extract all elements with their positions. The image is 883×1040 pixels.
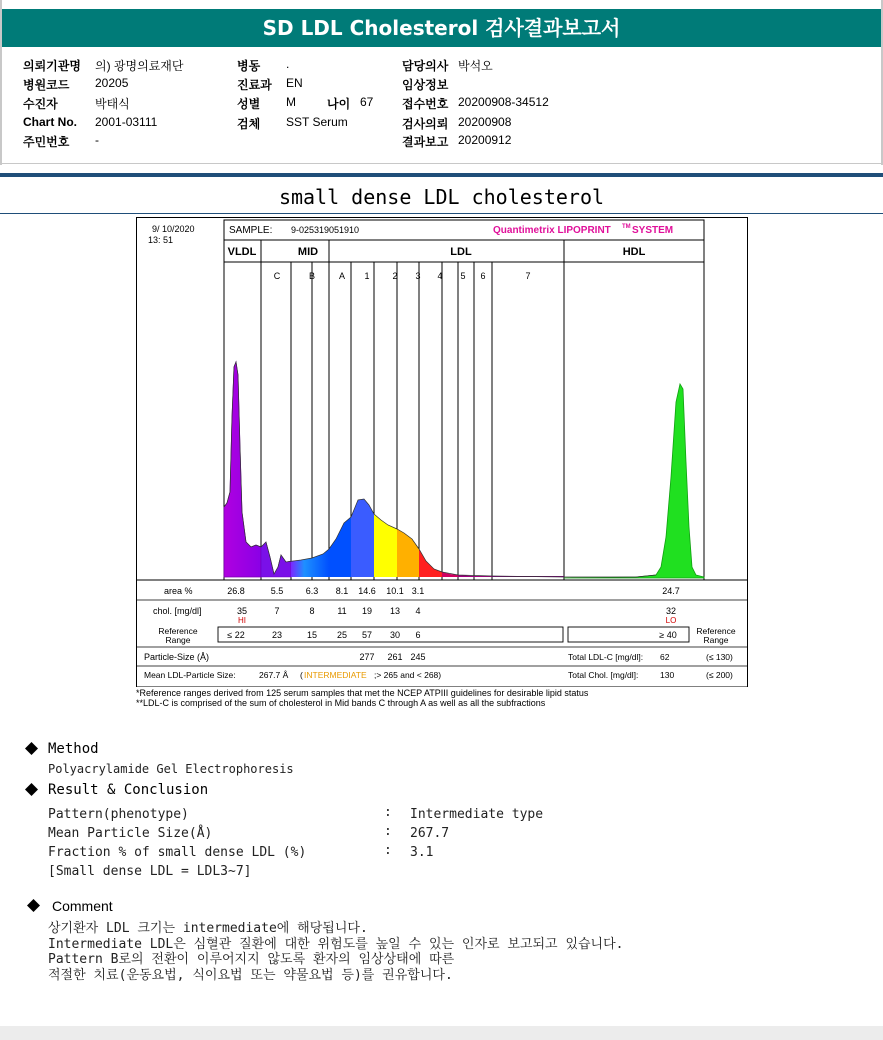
area-2: 10.1 (386, 586, 404, 596)
chol-1: 19 (361, 606, 373, 616)
ref-label-2: Range (165, 635, 191, 645)
ref-hdl: ≥ 40 (659, 630, 677, 640)
report-time: 13: 51 (148, 235, 174, 245)
info-hospital: 의뢰기관명 (23, 59, 81, 73)
ref-label-right-1: Reference (696, 626, 736, 636)
comment-line-1: 상기환자 LDL 크기는 intermediate에 해당됩니다. (48, 921, 368, 936)
page-title: SD LDL Cholesterol 검사결과보고서 (2, 9, 881, 47)
area-a: 8.1 (335, 586, 349, 596)
report-date: 9/ 10/2020 (152, 224, 195, 234)
total-ldl-value: 62 (660, 652, 670, 662)
total-chol-value: 130 (660, 670, 675, 680)
result-note: [Small dense LDL = LDL3~7] (48, 864, 252, 879)
group-vldl: VLDL (227, 246, 257, 258)
chol-hdl: 32 (665, 606, 677, 616)
result-label-size: Mean Particle Size(Å) (48, 826, 213, 841)
particle-label: Particle-Size (Å) (144, 652, 210, 662)
chol-3: 4 (415, 606, 421, 616)
info-patient-value: 박태식 (95, 97, 130, 111)
result-value-pattern: Intermediate type (410, 807, 544, 822)
flag-lo: LO (665, 616, 677, 625)
ref-3: 6 (415, 630, 421, 640)
info-request-label: 검사의뢰 (402, 117, 449, 131)
comment-heading: Comment (52, 898, 113, 914)
result-heading: Result & Conclusion (48, 782, 209, 798)
ref-label-1: Reference (158, 626, 198, 636)
band-6: 6 (480, 271, 486, 281)
ref-a: 25 (336, 630, 348, 640)
area-hdl: 24.7 (662, 586, 680, 596)
group-ldl: LDL (450, 246, 472, 258)
info-patient-label: 수진자 (23, 97, 58, 111)
info-report-value: 20200912 (458, 133, 512, 147)
info-age-label: 나이 (327, 97, 351, 111)
ref-2: 30 (389, 630, 401, 640)
band-c: C (273, 271, 281, 281)
info-code-label: 병원코드 (23, 78, 70, 92)
row-chol-label: chol. [mg/dl] (153, 606, 202, 616)
particle-2: 261 (387, 652, 403, 662)
chol-b: 8 (309, 606, 315, 616)
comment-line-4: 적절한 치료(운동요법, 식이요법 또는 약물요법 등)를 권유합니다. (48, 968, 453, 983)
info-accession-label: 접수번호 (402, 97, 449, 111)
info-report-label: 결과보고 (402, 135, 449, 149)
sample-label: SAMPLE: (229, 225, 273, 236)
mean-value: 267.7 Å (259, 670, 289, 680)
info-code-value: 20205 (95, 76, 129, 90)
info-sex-value: M (286, 95, 296, 109)
band-1: 1 (364, 271, 370, 281)
info-ward-value: . (286, 57, 290, 71)
total-ldl-ref: (≤ 130) (706, 652, 733, 662)
footnote-2: **LDL-C is comprised of the sum of cholesterol in Mid bands C through A as well as all the subfractions (136, 698, 546, 708)
result-colon: : (384, 805, 392, 820)
band-4: 4 (437, 271, 443, 281)
particle-1: 277 (359, 652, 375, 662)
ref-vldl: ≤ 22 (227, 630, 245, 640)
comment-line-3: Pattern B로의 전환이 이루어지지 않도록 환자의 임상상태에 따른 (48, 952, 455, 967)
band-5: 5 (460, 271, 466, 281)
footnote-1: *Reference ranges derived from 125 serum samples that met the NCEP ATPIII guidelines for desirable lipid status (136, 688, 589, 698)
result-colon: : (384, 824, 392, 839)
chol-c: 7 (274, 606, 280, 616)
area-1: 14.6 (358, 586, 376, 596)
band-2: 2 (392, 271, 398, 281)
bullet-diamond-icon (25, 742, 38, 755)
info-doctor-label: 담당의사 (402, 59, 449, 73)
group-mid: MID (297, 246, 319, 258)
band-7: 7 (525, 271, 531, 281)
comment-line-2: Intermediate LDL은 심혈관 질환에 대한 위험도를 높일 수 있는 인자로 보고되고 있습니다. (48, 937, 624, 952)
bullet-diamond-icon (25, 783, 38, 796)
info-specimen-value: SST Serum (286, 115, 348, 129)
info-ward-label: 병동 (237, 59, 261, 73)
system-suffix: SYSTEM (632, 225, 674, 236)
area-vldl: 26.8 (227, 586, 245, 596)
result-label-pattern: Pattern(phenotype) (48, 807, 189, 822)
info-chart-value: 2001-03111 (95, 115, 158, 129)
total-chol-ref: (≤ 200) (706, 670, 733, 680)
info-specimen-label: 검체 (237, 117, 261, 131)
section-underline (0, 213, 883, 214)
band-3: 3 (415, 271, 421, 281)
info-accession-value: 20200908-34512 (458, 95, 549, 109)
ref-c: 23 (271, 630, 283, 640)
bullet-diamond-icon (27, 899, 40, 912)
system-name: Quantimetrix LIPOPRINT (493, 225, 611, 236)
result-value-size: 267.7 (410, 826, 450, 841)
chol-vldl: 35 (236, 606, 248, 616)
info-hospital-value: 의) 광명의료재단 (95, 59, 184, 73)
section-title: small dense LDL cholesterol (278, 185, 605, 209)
ref-b: 15 (306, 630, 318, 640)
info-request-value: 20200908 (458, 115, 512, 129)
info-sex-label: 성별 (237, 97, 261, 111)
system-tm: TM (622, 224, 631, 230)
mean-class: INTERMEDIATE (304, 670, 367, 680)
chol-a: 11 (337, 606, 347, 616)
sample-id: 9-025319051910 (291, 225, 360, 235)
info-dept-value: EN (286, 76, 303, 90)
group-hdl: HDL (622, 246, 646, 258)
ref-label-right-2: Range (703, 635, 729, 645)
particle-3: 245 (410, 652, 426, 662)
info-age-value: 67 (360, 95, 374, 109)
ref-1: 57 (361, 630, 373, 640)
info-ssn-value: - (95, 133, 99, 147)
lipoprint-report (136, 217, 748, 687)
result-label-fraction: Fraction % of small dense LDL (%) (48, 845, 307, 860)
total-chol-label: Total Chol. [mg/dl]: (568, 670, 639, 680)
info-clinical-label: 임상정보 (402, 78, 449, 92)
method-heading: Method (48, 741, 99, 757)
mean-range: ;> 265 and < 268) (374, 670, 442, 680)
result-colon: : (384, 843, 392, 858)
area-b: 6.3 (305, 586, 319, 596)
result-value-fraction: 3.1 (410, 845, 434, 860)
info-dept-label: 진료과 (237, 78, 272, 92)
frame-bottom (0, 163, 883, 164)
total-ldl-label: Total LDL-C [mg/dl]: (568, 652, 644, 662)
info-ssn-label: 주민번호 (23, 135, 70, 149)
area-c: 5.5 (270, 586, 284, 596)
row-area-label: area % (164, 586, 193, 596)
info-chart-label: Chart No. (23, 115, 77, 129)
info-doctor-value: 박석오 (458, 59, 493, 73)
band-a: A (338, 271, 346, 281)
section-divider (0, 173, 883, 177)
method-text: Polyacrylamide Gel Electrophoresis (48, 762, 294, 776)
chol-2: 13 (389, 606, 401, 616)
band-b: B (308, 271, 316, 281)
area-3: 3.1 (411, 586, 425, 596)
flag-hi: HI (238, 616, 246, 625)
svg-text:(: ( (300, 670, 303, 680)
mean-label: Mean LDL-Particle Size: (144, 670, 236, 680)
